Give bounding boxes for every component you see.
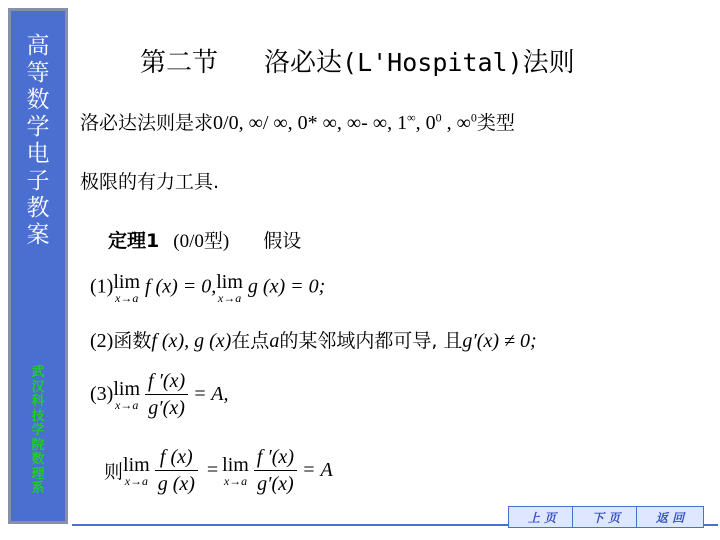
conclusion-tail: = A <box>301 459 333 481</box>
lim-sub: x→a <box>223 473 248 488</box>
condition-2 <box>90 326 537 353</box>
intro-line-2: 极限的有力工具. <box>80 171 220 193</box>
condition-math: g′(x) ≠ 0; <box>462 330 537 352</box>
denominator: g′(x) <box>148 397 185 419</box>
lim-word: lim <box>113 377 140 400</box>
lim-word: lim <box>222 453 249 476</box>
intro-text: 类型 <box>476 112 515 134</box>
sidebar-footer-char: 武 <box>31 365 45 380</box>
condition-text: 在点 <box>231 330 270 352</box>
sidebar-title-char: 高 <box>26 33 50 59</box>
limit <box>216 272 243 304</box>
sidebar <box>8 8 68 524</box>
fraction <box>155 444 198 497</box>
limit <box>113 379 140 411</box>
conclusion <box>104 444 333 497</box>
sidebar-footer-char: 数 <box>31 452 45 467</box>
sidebar-title-char: 等 <box>26 60 50 86</box>
sidebar-footer-char: 理 <box>31 466 45 482</box>
sidebar-title-char: 电 <box>26 141 50 167</box>
numerator: f (x) <box>155 444 198 471</box>
next-page-button[interactable]: 下 页 <box>572 506 640 528</box>
sidebar-title-char: 学 <box>26 114 50 140</box>
theorem-label: 定理1 <box>108 230 160 252</box>
sidebar-title <box>11 33 65 249</box>
condition-g: g (x) = 0; <box>247 275 326 298</box>
intro-math: , 0 <box>415 112 436 134</box>
intro-line-1 <box>80 108 515 135</box>
title-cn: 洛必达 <box>264 48 343 78</box>
title-tail: 法则 <box>522 48 575 78</box>
limit <box>222 455 249 487</box>
sidebar-footer-char: 汉 <box>31 379 45 395</box>
intro-text: 洛必达法则是求 <box>80 112 214 134</box>
theorem-assume: 假设 <box>263 230 302 252</box>
condition-tail: = A, <box>193 383 229 405</box>
lim-word: lim <box>113 271 140 293</box>
intro-sup: 0 <box>470 110 477 125</box>
condition-math: a <box>269 330 280 352</box>
back-button[interactable]: 返 回 <box>636 506 704 528</box>
fraction <box>254 444 297 497</box>
sidebar-title-char: 子 <box>26 168 50 194</box>
theorem-condition: (0/0型) <box>173 231 230 252</box>
sidebar-title-char: 数 <box>26 87 50 113</box>
numerator: f ′(x) <box>145 368 188 395</box>
denominator: g (x) <box>157 473 195 495</box>
lim-sub: x→a <box>124 473 149 488</box>
limit <box>123 455 150 487</box>
condition-text: 的某邻域内都可导, 且 <box>279 330 463 352</box>
limit <box>113 272 140 304</box>
page-title <box>140 42 575 79</box>
condition-number: (1) <box>90 275 114 298</box>
sidebar-title-char: 教 <box>26 195 50 221</box>
title-en: (L'Hospital) <box>342 48 523 77</box>
sidebar-footer-char: 系 <box>31 481 45 496</box>
fraction <box>145 368 188 421</box>
intro-math: , ∞ <box>441 112 471 134</box>
condition-number: (2) <box>90 330 114 352</box>
lim-sub: x→a <box>115 291 139 305</box>
condition-1 <box>90 272 325 304</box>
lim-sub: x→a <box>115 397 139 412</box>
denominator: g′(x) <box>257 473 294 495</box>
lim-sub: x→a <box>217 291 242 305</box>
section-label: 第二节 <box>140 48 219 78</box>
condition-math: f (x), g (x) <box>151 330 232 352</box>
intro-sup: 0 <box>435 110 442 125</box>
theorem-heading <box>108 226 301 253</box>
lim-word: lim <box>216 271 243 293</box>
conclusion-label: 则 <box>104 461 124 483</box>
lim-word: lim <box>123 453 150 476</box>
equals: = <box>206 459 219 481</box>
sidebar-footer-char: 院 <box>31 437 45 453</box>
sidebar-title-char: 案 <box>26 222 50 248</box>
condition-f: f (x) = 0, <box>145 275 217 298</box>
sidebar-footer-char: 科 <box>31 394 45 409</box>
intro-math: 0/0, ∞/ ∞, 0* ∞, ∞- ∞, 1 <box>213 112 408 134</box>
sidebar-footer-char: 技 <box>31 408 45 424</box>
sidebar-footer-char: 学 <box>31 423 45 438</box>
condition-3 <box>90 368 229 421</box>
prev-page-button[interactable]: 上 页 <box>508 506 576 528</box>
condition-number: (3) <box>90 383 114 405</box>
intro-sup: ∞ <box>407 110 416 125</box>
numerator: f ′(x) <box>254 444 297 471</box>
sidebar-footer <box>27 366 49 497</box>
condition-text: 函数 <box>113 330 152 352</box>
